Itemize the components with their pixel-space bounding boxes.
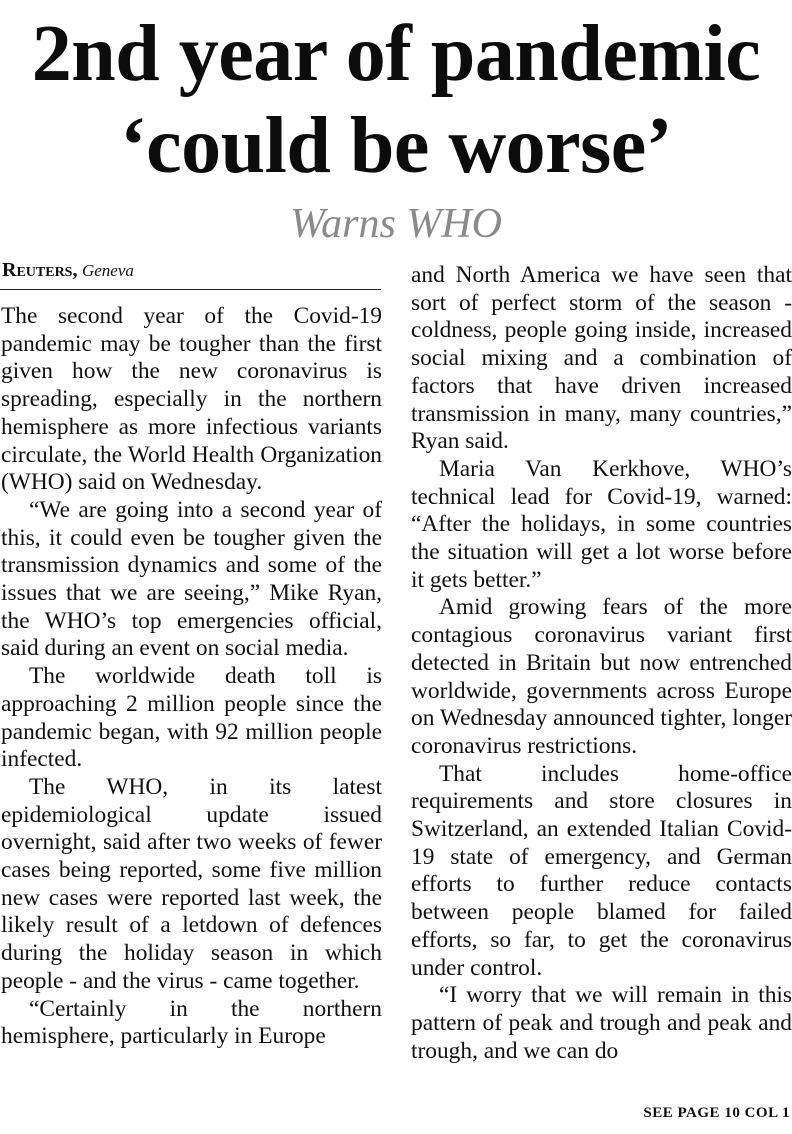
- headline-line-1: 2nd year of pandemic: [31, 10, 761, 98]
- paragraph: “Certainly in the northern hemisphere, particularly in Europe: [1, 995, 382, 1050]
- paragraph: That includes home-office requirements and store closures in Switzerland, an extended Italian Covid-19 state of emergency, and German efforts to further reduce contacts between people blamed for failed efforts, so far, to get the coronavirus under control.: [411, 760, 792, 981]
- byline-divider: [0, 289, 381, 290]
- headline-line-2: ‘could be worse’: [120, 102, 672, 190]
- paragraph: and North America we have seen that sort of perfect storm of the season - coldness, people going inside, increased social mixing and a combination of factors that have driven increased transmission in many, many countries,” Ryan said.: [411, 262, 792, 455]
- paragraph: The worldwide death toll is approaching 2 million people since the pandemic began, with 92 million people infected.: [1, 663, 382, 773]
- paragraph: “I worry that we will remain in this pattern of peak and trough and peak and trough, and we can do: [411, 982, 792, 1064]
- paragraph: The WHO, in its latest epidemiological update issued overnight, said after two weeks of fewer cases being reported, some five million new cases were reported last week, the likely result of a letdown of defences during the holiday season in which people - and the virus - came together.: [1, 773, 382, 994]
- continuation-link[interactable]: SEE PAGE 10 COL 1: [643, 1105, 790, 1121]
- byline-location: Geneva: [81, 261, 134, 280]
- byline: [2, 258, 134, 283]
- paragraph: Maria Van Kerkhove, WHO’s technical lead for Covid-19, warned: “After the holidays, in some countries the situation will get a lot worse before it gets better.”: [411, 455, 792, 593]
- article-column-2: [411, 262, 792, 1065]
- subheadline: Warns WHO: [290, 201, 502, 247]
- byline-agency: Reuters,: [2, 259, 78, 281]
- paragraph: Amid growing fears of the more contagious coronavirus variant first detected in Britain but now entrenched worldwide, governments across Europe on Wednesday announced tighter, longer coronavirus restrictions.: [411, 594, 792, 759]
- paragraph: “We are going into a second year of this, it could even be tougher given the transmission dynamics and some of the issues that we are seeing,” Mike Ryan, the WHO’s top emergencies official, said during an event on social media.: [1, 496, 382, 662]
- article-column-1: [1, 303, 382, 1051]
- paragraph: The second year of the Covid-19 pandemic may be tougher than the first given how the new coronavirus is spreading, especially in the northern hemisphere as more infectious variants circulate, the World Health Organization (WHO) said on Wednesday.: [1, 303, 382, 496]
